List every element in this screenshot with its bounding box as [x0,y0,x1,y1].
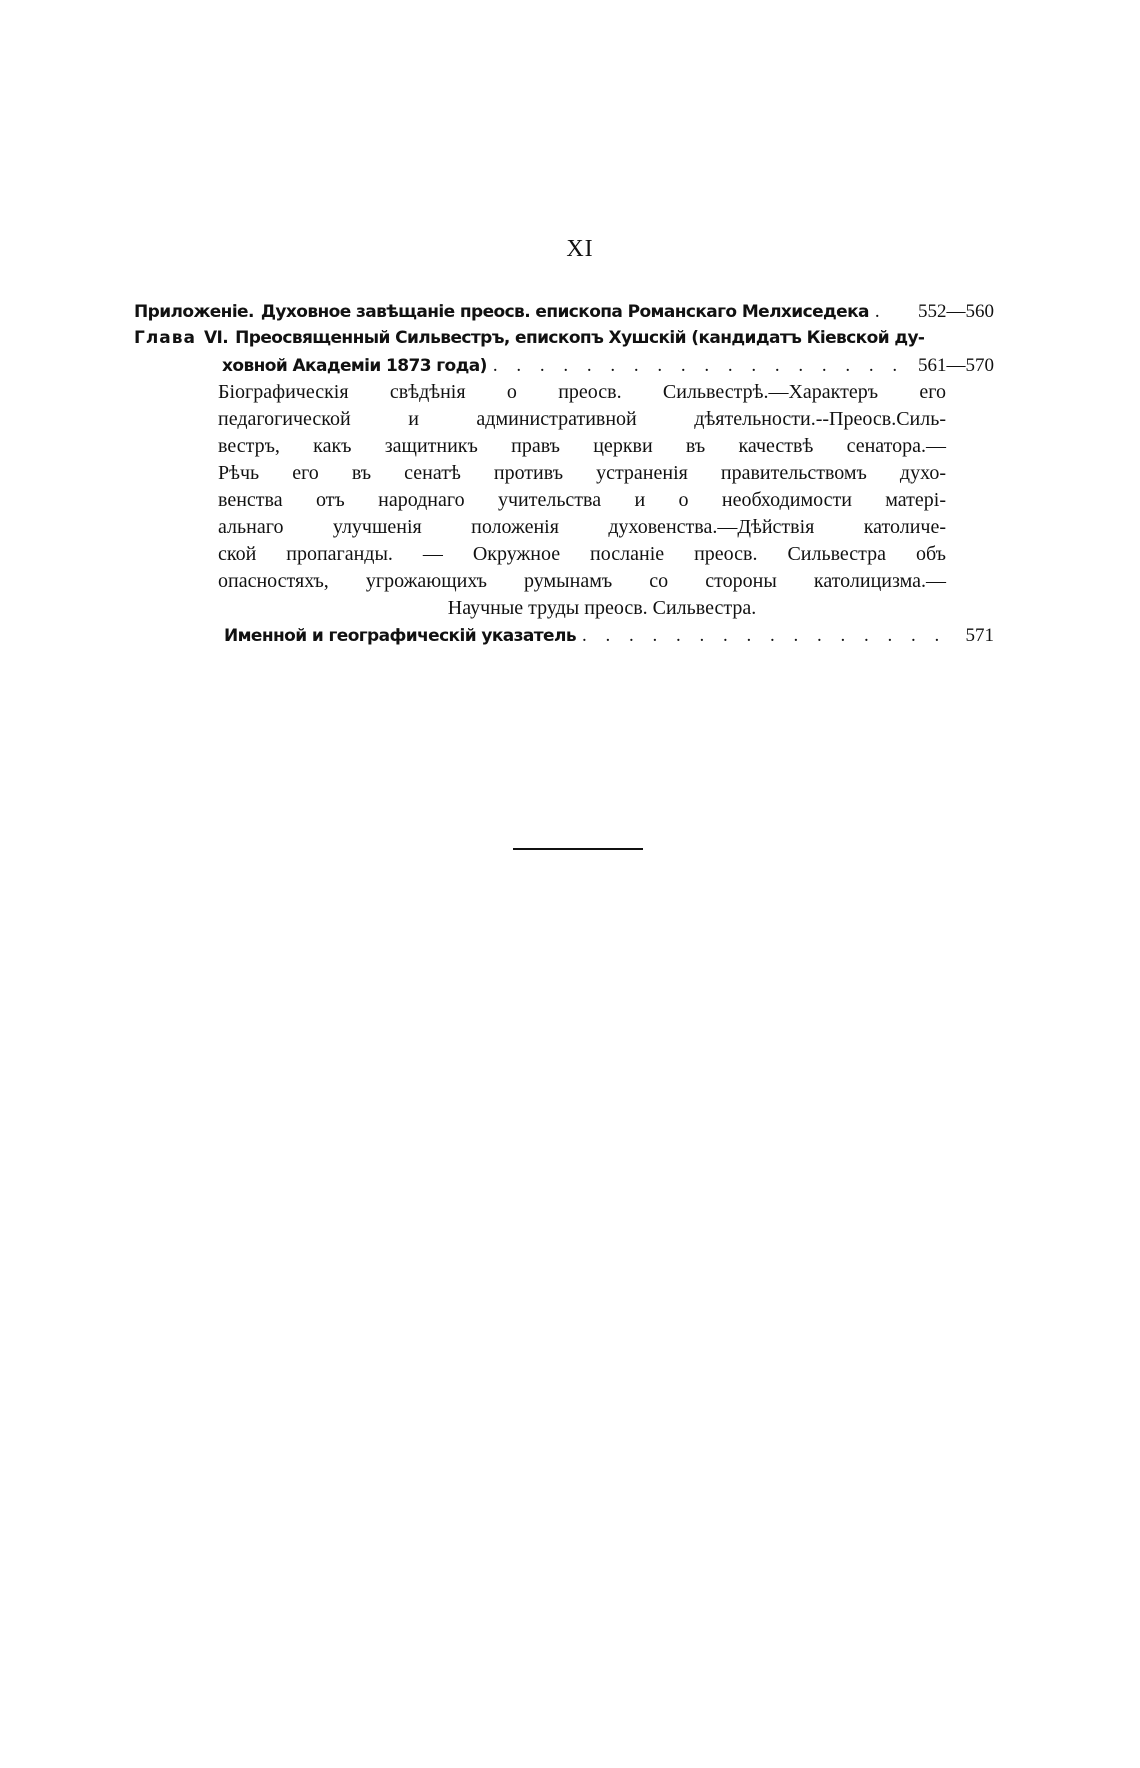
chapter-title-line1: Преосвященный Сильвестръ, епископъ Хушскій (кандидатъ Кіевской ду- [235,328,925,348]
description-line: ской пропаганды. — Окружное посланіе преосв. Сильвестра объ [218,543,946,565]
section-divider-rule [513,848,643,850]
description-line: педагогической и административной дѣятельности.--Преосв.Силь- [218,408,946,430]
chapter-6-description [134,379,946,622]
index-title: Именной и географическій указатель [224,626,576,646]
description-line: Рѣчь его въ сенатѣ противъ устраненія правительствомъ духо- [218,462,946,484]
description-line: вестръ, какъ защитникъ правъ церкви въ качествѣ сенатора.— [218,435,946,457]
leader-dots [869,298,899,325]
chapter-label: Глава [134,328,196,348]
appendix-pages: 552—560 [918,301,994,322]
appendix-title: Духовное завѣщаніе преосв. епископа Романскаго Мелхиседека [260,302,869,322]
leader-dots [487,352,910,379]
description-last-line: Научные труды преосв. Сильвестра. [447,597,757,619]
chapter-6-pages: 561—570 [918,355,994,376]
description-line: альнаго улучшенія положенія духовенства.—Дѣйствія католиче- [218,516,946,538]
toc-entry-chapter-6-cont [134,352,994,379]
chapter-number: VI. [204,328,229,348]
index-pages: 571 [965,625,994,646]
toc-entry-index [134,622,994,649]
page-number: XI [566,236,594,262]
toc-entry-appendix [134,298,994,325]
description-line: опасностяхъ, угрожающихъ румынамъ со стороны католицизма.— [218,570,946,592]
toc-entry-chapter-6 [134,325,994,352]
description-line: венства отъ народнаго учительства и о необходимости матері- [218,489,946,511]
leader-dots [576,622,958,649]
table-of-contents [134,298,994,649]
appendix-label: Приложеніе. [134,302,254,322]
chapter-title-line2: ховной Академіи 1873 года) [222,356,487,376]
description-line: Біографическія свѣдѣнія о преосв. Сильвестрѣ.—Характеръ его [218,381,946,403]
